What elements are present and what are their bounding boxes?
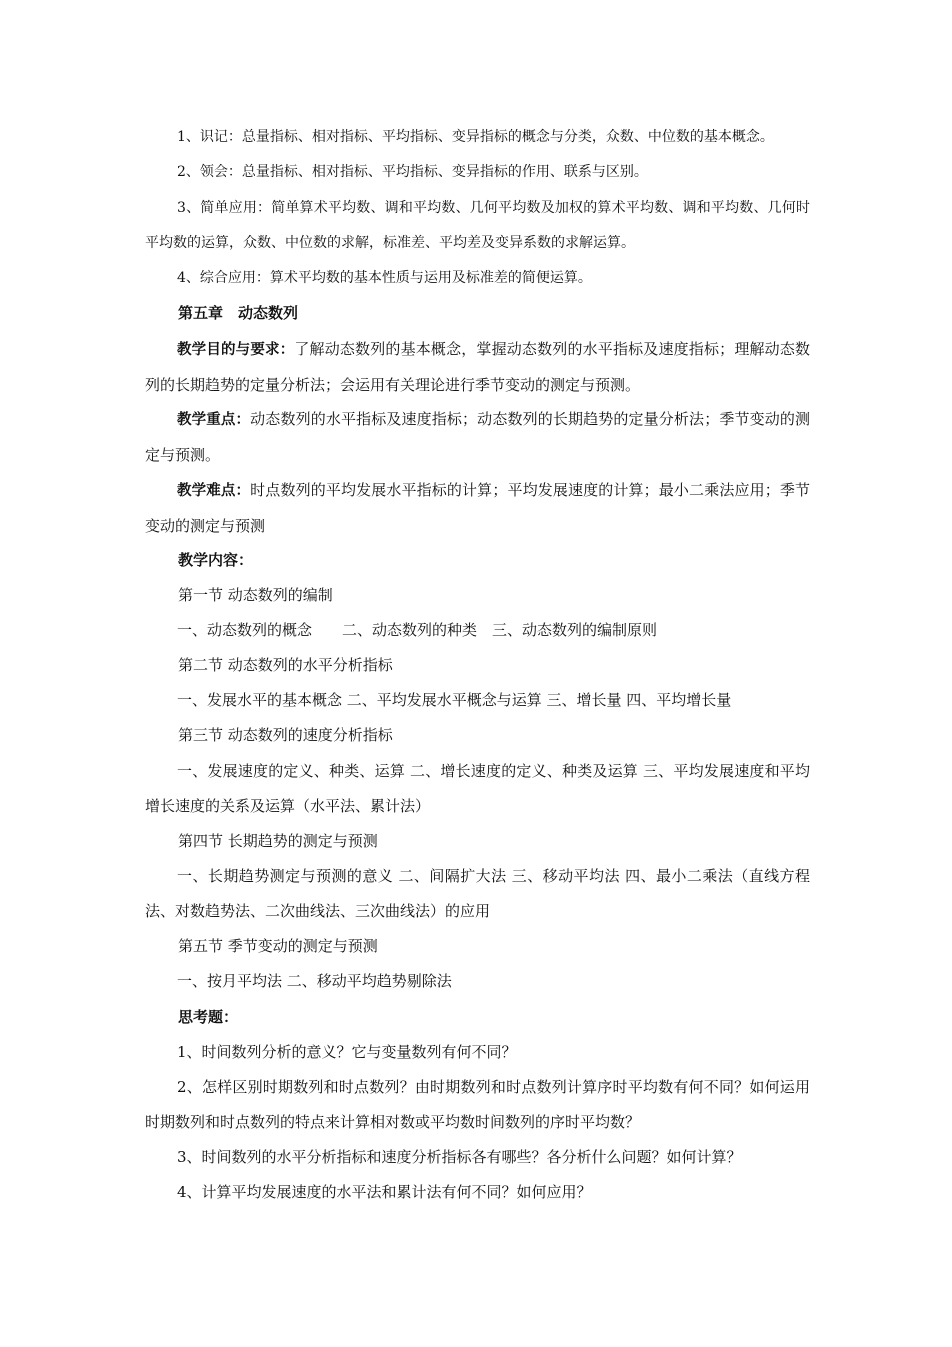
- question-2: 2、怎样区别时期数列和时点数列？由时期数列和时点数列计算序时平均数有何不同？如何运用时期数列和时点数列的特点来计算相对数或平均数时间数列的序时平均数？: [145, 1078, 810, 1131]
- section-1-title: 第一节 动态数列的编制: [178, 586, 333, 604]
- questions-label: 思考题：: [178, 1008, 239, 1026]
- teaching-goals-label: 教学目的与要求：: [177, 342, 295, 358]
- section-5-items: 一、按月平均法 二、移动平均趋势剔除法: [177, 972, 452, 990]
- teaching-goals-text: 了解动态数列的基本概念，掌握动态数列的水平指标及速度指标；理解动态数列的长期趋势的定量分析法；会运用有关理论进行季节变动的测定与预测。: [145, 340, 811, 394]
- question-4: 4、计算平均发展速度的水平法和累计法有何不同？如何应用？: [177, 1183, 592, 1201]
- question-3: 3、时间数列的水平分析指标和速度分析指标各有哪些？各分析什么问题？如何计算？: [177, 1148, 742, 1166]
- key-points-label: 教学重点：: [177, 412, 251, 428]
- question-1: 1、时间数列分析的意义？它与变量数列有何不同？: [177, 1043, 517, 1061]
- chapter-title: 第五章 动态数列: [178, 304, 299, 322]
- section-3-title: 第三节 动态数列的速度分析指标: [178, 726, 393, 744]
- objective-1: 1、识记：总量指标、相对指标、平均指标、变异指标的概念与分类，众数、中位数的基本概念。: [177, 129, 774, 145]
- section-5-title: 第五节 季节变动的测定与预测: [178, 937, 378, 955]
- objective-4: 4、综合应用：算术平均数的基本性质与运用及标准差的简便运算。: [177, 270, 592, 286]
- key-points-text: 动态数列的水平指标及速度指标；动态数列的长期趋势的定量分析法；季节变动的测定与预测。: [145, 410, 810, 464]
- section-2-items: 一、发展水平的基本概念 二、平均发展水平概念与运算 三、增长量 四、平均增长量: [177, 691, 732, 709]
- difficulties-text: 时点数列的平均发展水平指标的计算；平均发展速度的计算；最小二乘法应用；季节变动的测定与预测: [145, 481, 810, 535]
- section-4-items: 一、长期趋势测定与预测的意义 二、间隔扩大法 三、移动平均法 四、最小二乘法（直线方程法、对数趋势法、二次曲线法、三次曲线法）的应用: [145, 867, 810, 920]
- section-3-items: 一、发展速度的定义、种类、运算 二、增长速度的定义、种类及运算 三、平均发展速度和平均增长速度的关系及运算（水平法、累计法）: [145, 762, 810, 815]
- section-4-title: 第四节 长期趋势的测定与预测: [178, 832, 378, 850]
- teaching-content-label: 教学内容：: [178, 551, 254, 569]
- difficulties-label: 教学难点：: [177, 483, 251, 499]
- teaching-goals: [145, 332, 810, 403]
- objective-2: 2、领会：总量指标、相对指标、平均指标、变异指标的作用、联系与区别。: [177, 164, 648, 180]
- teaching-key-points: [145, 402, 810, 473]
- section-1-items: 一、动态数列的概念 二、动态数列的种类 三、动态数列的编制原则: [177, 621, 658, 639]
- teaching-difficulties: [145, 473, 810, 544]
- section-2-title: 第二节 动态数列的水平分析指标: [178, 656, 393, 674]
- objective-3: 3、简单应用：简单算术平均数、调和平均数、几何平均数及加权的算术平均数、调和平均数、几何时平均数的运算，众数、中位数的求解，标准差、平均差及变异系数的求解运算。: [145, 200, 810, 251]
